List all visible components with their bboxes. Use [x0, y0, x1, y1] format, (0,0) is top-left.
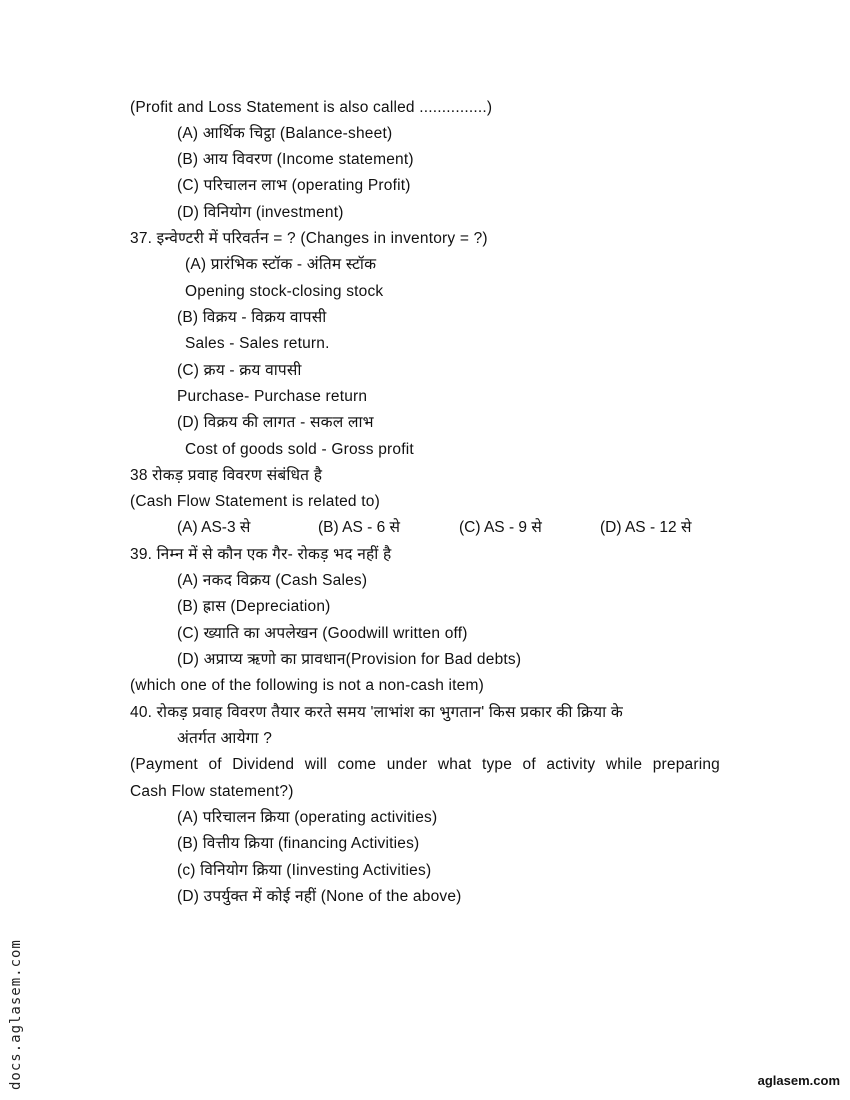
- q39-option-d: (D) अप्राप्य ऋणो का प्रावधान(Provision for Bad debts): [177, 651, 522, 668]
- q36-stem-english: (Profit and Loss Statement is also called ...............): [130, 99, 493, 116]
- q39-stem-english: (which one of the following is not a non-cash item): [130, 677, 484, 694]
- q40-stem-english-line1: (Payment of Dividend will come under what type of activity while preparing: [130, 756, 720, 773]
- q38-option-d: (D) AS - 12 से: [600, 519, 692, 536]
- q39-option-b: (B) ह्रास (Depreciation): [177, 598, 331, 615]
- q40-option-b: (B) वित्तीय क्रिया (financing Activities): [177, 835, 420, 852]
- q40-stem-hindi-line1: 40. रोकड़ प्रवाह विवरण तैयार करते समय 'लाभांश का भुगतान' किस प्रकार की क्रिया के: [130, 704, 623, 721]
- q37-option-b-hindi: (B) विक्रय - विक्रय वापसी: [177, 309, 327, 326]
- q37-option-b-english: Sales - Sales return.: [185, 335, 330, 352]
- q37-option-c-hindi: (C) क्रय - क्रय वापसी: [177, 362, 302, 379]
- q36-option-a: (A) आर्थिक चिट्ठा (Balance-sheet): [177, 125, 393, 142]
- q37-option-d-english: Cost of goods sold - Gross profit: [185, 441, 414, 458]
- q39-stem-hindi: 39. निम्न में से कौन एक गैर- रोकड़ भद नहीं है: [130, 546, 392, 563]
- q36-option-b: (B) आय विवरण (Income statement): [177, 151, 414, 168]
- q36-option-d: (D) विनियोग (investment): [177, 204, 344, 221]
- q39-option-a: (A) नकद विक्रय (Cash Sales): [177, 572, 368, 589]
- q36-option-c: (C) परिचालन लाभ (operating Profit): [177, 177, 411, 194]
- q37-stem: 37. इन्वेण्टरी में परिवर्तन = ? (Changes in inventory = ?): [130, 230, 488, 247]
- q38-stem-hindi: 38 रोकड़ प्रवाह विवरण संबंधित है: [130, 467, 323, 484]
- q40-option-c: (c) विनियोग क्रिया (Iinvesting Activities): [177, 862, 432, 879]
- footer-brand: aglasem.com: [757, 1073, 840, 1088]
- q37-option-a-hindi: (A) प्रारंभिक स्टॉक - अंतिम स्टॉक: [185, 256, 377, 273]
- q38-stem-english: (Cash Flow Statement is related to): [130, 493, 380, 510]
- q39-option-c: (C) ख्याति का अपलेखन (Goodwill written off): [177, 625, 468, 642]
- q40-option-d: (D) उपर्युक्त में कोई नहीं (None of the above): [177, 888, 462, 905]
- q37-option-d-hindi: (D) विक्रय की लागत - सकल लाभ: [177, 414, 374, 431]
- side-watermark: [8, 930, 30, 1090]
- q37-option-c-english: Purchase- Purchase return: [177, 388, 368, 405]
- q38-option-b: (B) AS - 6 से: [318, 519, 400, 536]
- q40-option-a: (A) परिचालन क्रिया (operating activities): [177, 809, 438, 826]
- q40-stem-hindi-line2: अंतर्गत आयेगा ?: [177, 730, 273, 747]
- watermark-text: docs.aglasem.com: [8, 939, 24, 1090]
- q37-option-a-english: Opening stock-closing stock: [185, 283, 384, 300]
- q38-option-c: (C) AS - 9 से: [459, 519, 542, 536]
- q38-option-a: (A) AS-3 से: [177, 519, 251, 536]
- q40-stem-english-line2: Cash Flow statement?): [130, 783, 294, 800]
